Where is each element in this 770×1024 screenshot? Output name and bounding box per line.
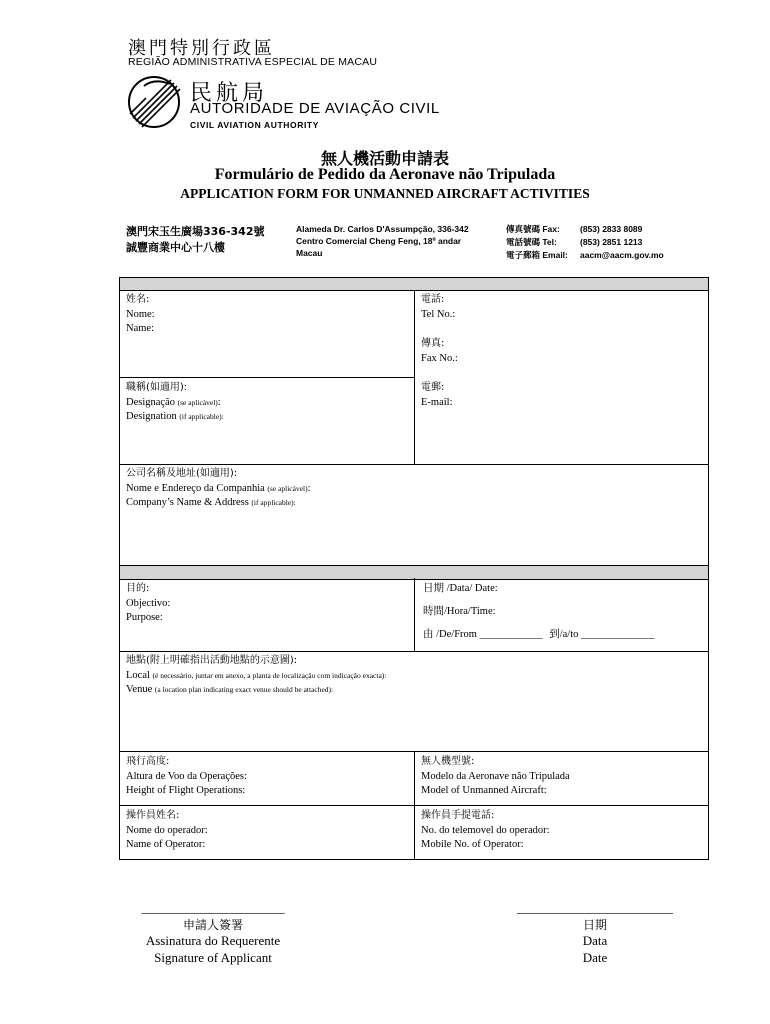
designation-colon: : [183, 382, 187, 393]
authority-name-pt: AUTORIDADE DE AVIAÇÃO CIVIL [190, 100, 440, 117]
height-label-zh: 飛行高度: [126, 756, 170, 767]
address-pt-line3: Macau [296, 248, 323, 258]
designation-label-en: Designation [126, 411, 177, 422]
purpose-field[interactable] [126, 582, 170, 626]
name-label-en: Name: [126, 323, 154, 334]
divider [414, 290, 415, 464]
name-field[interactable] [126, 293, 155, 337]
designation-colon: : [217, 396, 221, 408]
date-signature-en: Date [582, 949, 608, 965]
operator-label-en: Name of Operator: [126, 839, 206, 850]
divider [414, 578, 415, 651]
fax-label: 傳真號碼 Fax: [506, 224, 560, 234]
divider [120, 464, 708, 465]
tel-label-zh: 電話: [421, 294, 445, 305]
date-signature-zh: 日期 [582, 917, 607, 932]
address-zh-line1: 澳門宋玉生廣場336-342號 [126, 225, 265, 238]
region-name-pt: REGIÃO ADMINISTRATIVA ESPECIAL DE MACAU [128, 56, 378, 68]
purpose-label-en: Purpose: [126, 612, 163, 623]
height-field[interactable] [126, 755, 247, 799]
name-label-zh: 姓名: [126, 294, 150, 305]
time-field[interactable] [423, 605, 496, 620]
email-value[interactable]: aacm@aacm.gov.mo [580, 250, 664, 260]
company-label-zh: 公司名稱及地址 [126, 468, 196, 479]
mobile-label-en: Mobile No. of Operator: [421, 839, 524, 850]
designation-note-pt: (se aplicável) [177, 397, 218, 407]
contact-info [506, 223, 664, 262]
venue-note-pt: (é necessário, juntar em anexo, a planta de localização com indicação exacta): [152, 670, 387, 680]
company-note-zh: (如適用): [196, 468, 238, 479]
purpose-label-pt: Objectivo: [126, 597, 171, 609]
fax-label-en: Fax No.: [421, 352, 458, 364]
venue-label-zh: 地點 [126, 655, 146, 666]
address-zh-line2: 誠豐商業中心十八樓 [126, 241, 225, 254]
address-pt [296, 223, 469, 259]
operator-mobile-field[interactable] [421, 809, 550, 853]
time-label: 時間/Hora/Time: [423, 606, 496, 617]
from-to-field[interactable] [423, 628, 655, 643]
operator-label-pt: Nome do operador: [126, 824, 208, 836]
company-label-en: Company’s Name & Address [126, 497, 249, 508]
region-name-zh: 澳門特別行政區 [128, 38, 275, 59]
model-field[interactable] [421, 755, 570, 799]
address-zh [126, 224, 265, 256]
applicant-signature-block[interactable] [120, 900, 306, 966]
operator-name-field[interactable] [126, 809, 208, 853]
fax-value: (853) 2833 8089 [580, 224, 643, 234]
email-label-en: E-mail: [421, 396, 453, 408]
purpose-label-zh: 目的: [126, 583, 150, 594]
form-title-pt: Formulário de Pedido da Aeronave não Tripulada [214, 166, 556, 183]
venue-note-en: (a location plan indicating exact venue should be attached): [154, 685, 334, 694]
model-label-pt: Modelo da Aeronave não Tripulada [421, 770, 570, 782]
operator-label-zh: 操作員姓名: [126, 810, 180, 821]
model-label-en: Model of Unmanned Aircraft: [421, 785, 547, 796]
to-label: 到/a/to ______________ [549, 629, 655, 640]
venue-note-zh: (附上明確指出活動地點的示意圖): [146, 655, 298, 666]
authority-name-en: CIVIL AVIATION AUTHORITY [190, 120, 319, 130]
tel-field[interactable] [421, 293, 455, 322]
tel-label: 電話號碼 Tel: [506, 237, 557, 247]
form-title-zh: 無人機活動申請表 [320, 149, 449, 168]
applicant-signature-pt: Assinatura do Requerente [145, 933, 281, 948]
applicant-signature-en: Signature of Applicant [154, 949, 272, 965]
height-label-pt: Altura de Voo da Operações: [126, 770, 247, 782]
signature-line: ______________________ [141, 900, 285, 915]
tel-value: (853) 2851 1213 [580, 237, 643, 247]
applicant-signature-zh: 申請人簽署 [182, 917, 243, 932]
designation-field[interactable] [126, 381, 224, 425]
venue-label-en: Venue [126, 684, 153, 695]
company-field[interactable] [126, 467, 311, 511]
mobile-label-pt: No. do telemovel do operador: [421, 824, 550, 836]
date-line: ________________________ [517, 900, 673, 915]
mobile-label-zh: 操作員手提電話: [421, 810, 495, 821]
from-label: 由 /De/From ____________ [423, 629, 543, 640]
email-label: 電子郵箱 Email: [506, 250, 568, 260]
authority-name-zh: 民航局 [190, 81, 269, 106]
date-signature-block[interactable] [500, 900, 690, 966]
form-title-en: APPLICATION FORM FOR UNMANNED AIRCRAFT ACTIVITIES [180, 186, 590, 201]
date-label: 日期 /Data/ Date: [423, 583, 498, 594]
address-pt-line2: Centro Comercial Cheng Feng, 18º andar [296, 236, 462, 246]
fax-label-zh: 傳真: [421, 338, 445, 349]
venue-label-pt: Local [126, 669, 150, 681]
address-pt-line1: Alameda Dr. Carlos D'Assumpção, 336-342 [296, 224, 469, 234]
designation-label-zh: 職稱 [126, 382, 146, 393]
divider [414, 751, 415, 860]
height-label-en: Height of Flight Operations: [126, 785, 246, 796]
tel-label-en: Tel No.: [421, 308, 456, 320]
date-field[interactable] [423, 582, 498, 597]
email-field[interactable] [421, 381, 453, 410]
email-label-zh: 電郵: [421, 382, 445, 393]
designation-note-en: (if applicable): [179, 412, 224, 421]
designation-note-zh: (如適用) [146, 382, 184, 393]
company-label-pt: Nome e Endereço da Companhia [126, 482, 265, 494]
name-label-pt: Nome: [126, 308, 155, 320]
model-label-zh: 無人機型號: [421, 756, 475, 767]
venue-field[interactable] [126, 654, 386, 698]
designation-label-pt: Designação [126, 396, 175, 408]
fax-field[interactable] [421, 337, 458, 366]
company-note-pt: (se aplicável) [267, 483, 308, 493]
civil-aviation-logo-icon [126, 74, 182, 130]
divider [120, 377, 415, 378]
company-colon: : [307, 482, 311, 494]
divider [120, 651, 708, 652]
date-signature-pt: Data [582, 933, 608, 948]
company-note-en: (if applicable): [251, 498, 296, 507]
